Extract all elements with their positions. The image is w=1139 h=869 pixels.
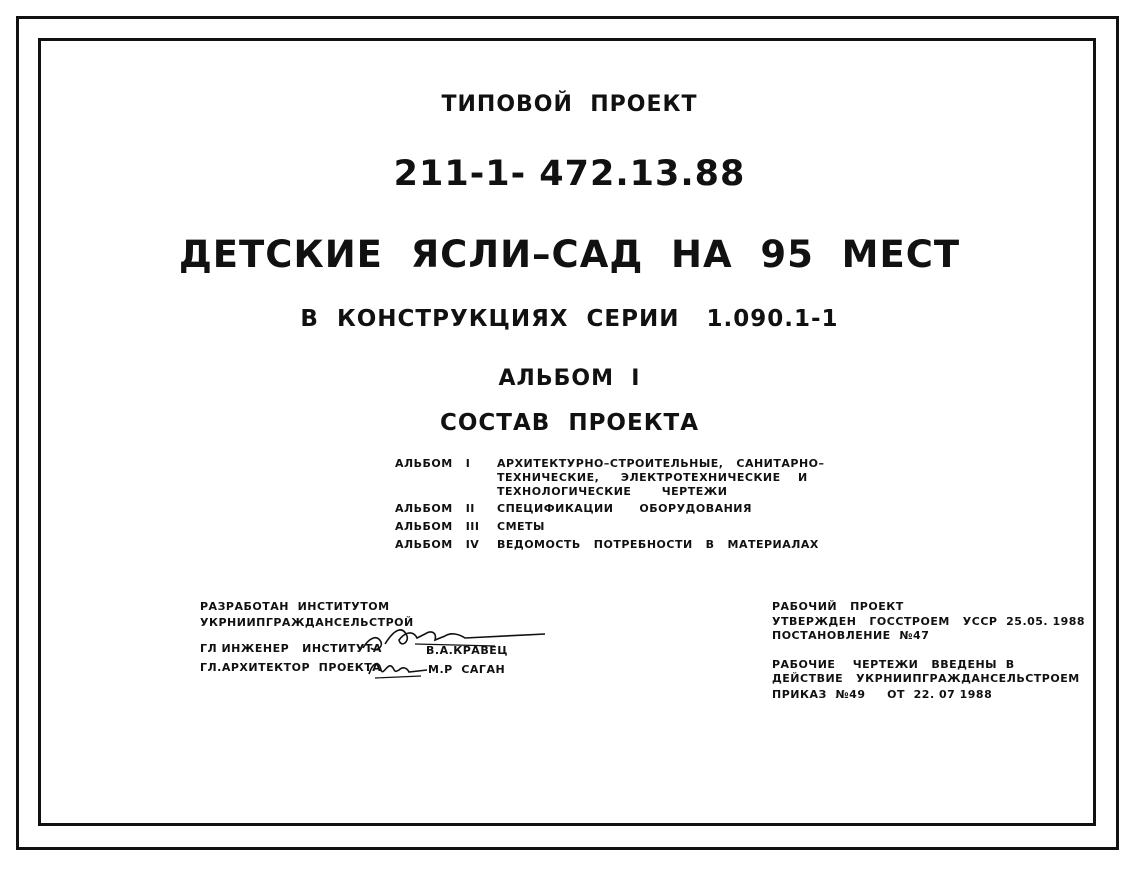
working-project-label: РАБОЧИЙ ПРОЕКТ (772, 600, 904, 613)
contents-album-label: АЛЬБОМ II (395, 502, 475, 515)
drawings-introduced-line: РАБОЧИЕ ЧЕРТЕЖИ ВВЕДЕНЫ В (772, 658, 1015, 671)
architect-signature (365, 656, 435, 682)
action-line: ДЕЙСТВИЕ УКРНИИПГРАЖДАНСЕЛЬСТРОЕМ (772, 672, 1080, 685)
order-line: ПРИКАЗ №49 ОТ 22. 07 1988 (772, 688, 993, 701)
contents-album-label: АЛЬБОМ III (395, 520, 480, 533)
contents-line: СМЕТЫ (497, 520, 545, 533)
chief-architect-label: ГЛ.АРХИТЕКТОР ПРОЕКТА (200, 661, 382, 674)
developed-by-label: РАЗРАБОТАН ИНСТИТУТОМ (200, 600, 390, 613)
composition-heading: СОСТАВ ПРОЕКТА (439, 410, 699, 436)
project-code: 211-1- 472.13.88 (393, 154, 746, 194)
project-title: ДЕТСКИЕ ЯСЛИ–САД НА 95 МЕСТ (178, 233, 961, 276)
institute-name: УКРНИИПГРАЖДАНСЕЛЬСТРОЙ (200, 616, 414, 629)
approval-line: УТВЕРЖДЕН ГОССТРОЕМ УССР 25.05. 1988 (772, 615, 1086, 628)
chief-engineer-name: В.А.КРАВЕЦ (426, 644, 508, 657)
contents-line: ВЕДОМОСТЬ ПОТРЕБНОСТИ В МАТЕРИАЛАХ (497, 538, 819, 551)
contents-album-label: АЛЬБОМ IV (395, 538, 480, 551)
chief-engineer-label: ГЛ ИНЖЕНЕР ИНСТИТУТА (200, 642, 382, 655)
chief-architect-name: М.Р САГАН (428, 663, 506, 676)
album-number: АЛЬБОМ I (498, 366, 641, 391)
contents-line: АРХИТЕКТУРНО–СТРОИТЕЛЬНЫЕ, САНИТАРНО– (497, 457, 825, 470)
resolution-line: ПОСТАНОВЛЕНИЕ №47 (772, 629, 930, 642)
project-subtitle: В КОНСТРУКЦИЯХ СЕРИИ 1.090.1-1 (300, 306, 839, 332)
project-type: ТИПОВОЙ ПРОЕКТ (441, 92, 698, 117)
contents-line: ТЕХНИЧЕСКИЕ, ЭЛЕКТРОТЕХНИЧЕСКИЕ И (497, 471, 808, 484)
contents-line: СПЕЦИФИКАЦИИ ОБОРУДОВАНИЯ (497, 502, 752, 515)
contents-line: ТЕХНОЛОГИЧЕСКИЕ ЧЕРТЕЖИ (497, 485, 728, 498)
contents-album-label: АЛЬБОМ I (395, 457, 471, 470)
